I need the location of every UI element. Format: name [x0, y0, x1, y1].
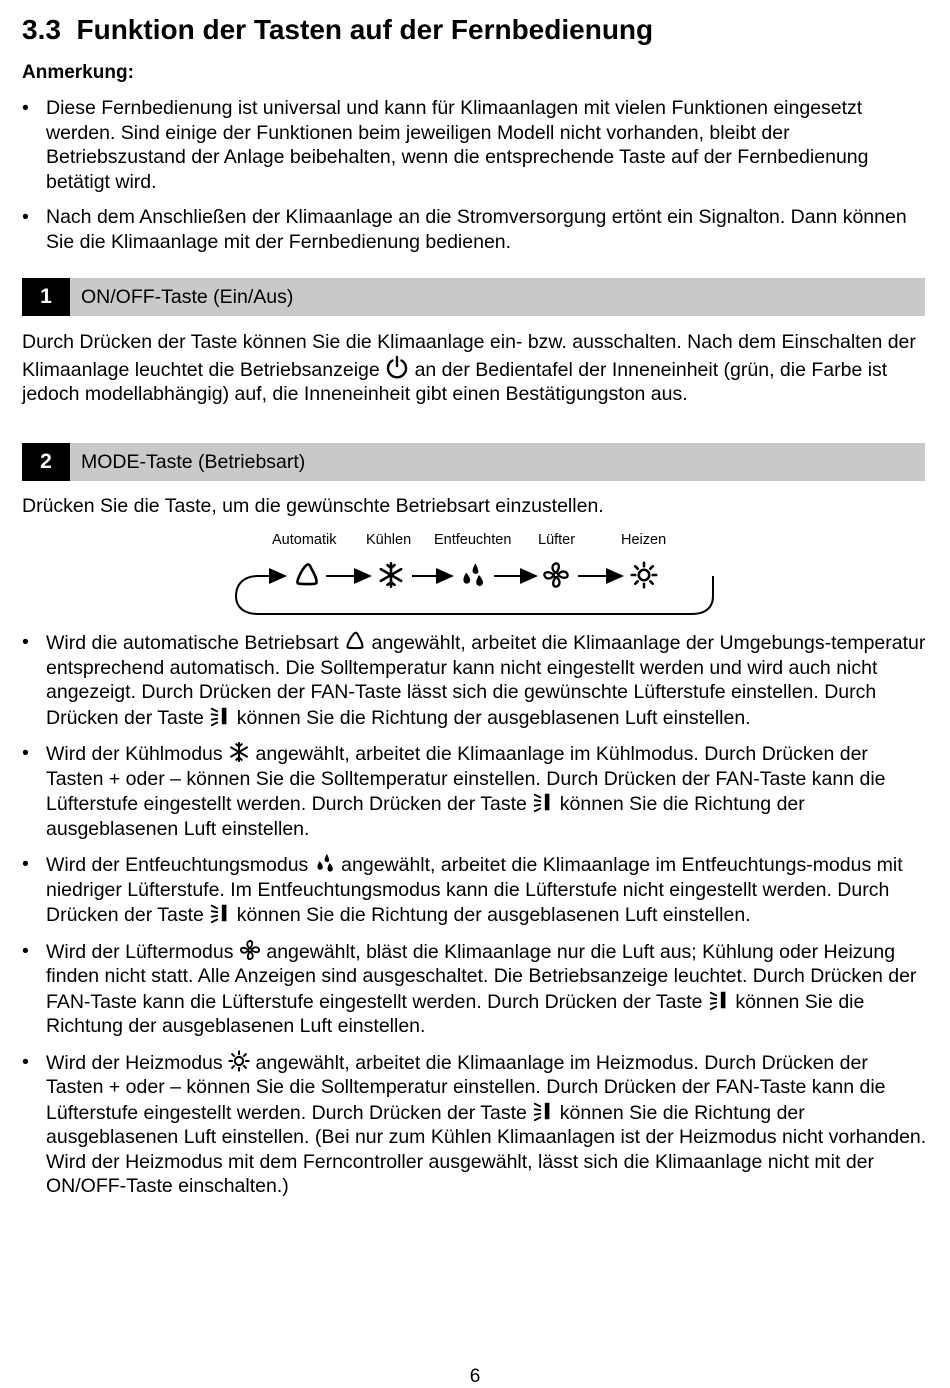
fan-icon — [239, 939, 261, 961]
mode-descriptions — [22, 630, 927, 1210]
cycle-loop-line — [236, 576, 713, 614]
air-swing-icon — [532, 791, 554, 813]
list-item: • Diese Fernbedienung ist universal und kann für Klimaanlagen mit vielen Funktionen eingesetzt werden. Sind einige der Funktionen beim jeweiligen Modell nicht vorhanden, bleibt der Betriebszustand der Anlage beibehalten, wenn die entsprechende Taste auf der Fernbedienung betätigt wird. — [22, 97, 869, 193]
snowflake-icon — [228, 741, 250, 763]
mode-label-auto: Automatik — [272, 532, 337, 548]
page-number: 6 — [469, 1366, 481, 1387]
list-item: • Wird der Lüftermodus angewählt, bläst die Klimaanlage nur die Luft aus; Kühlung oder Heizung finden nicht statt. Alle Anzeigen sind ausgeschaltet. Die Betriebsanzeige leuchtet. Durch Drücken der FAN-Taste kann die Lüfterstufe eingestellt werden. Durch Drücken der Taste können Sie die Richtung der ausgeblasenen Luft einstellen. — [22, 939, 917, 1037]
snowflake-icon — [381, 563, 401, 586]
dry-drops-icon — [314, 852, 336, 874]
auto-mode-icon — [297, 564, 316, 584]
section-1-header — [22, 278, 925, 316]
mode-cycle-diagram — [230, 556, 720, 620]
note-label: Anmerkung: — [22, 62, 134, 83]
mode-label-dry: Entfeuchten — [434, 532, 512, 548]
air-swing-icon — [532, 1100, 554, 1122]
sun-icon — [632, 563, 657, 588]
section-1-label: ON/OFF-Taste (Ein/Aus) — [81, 286, 294, 308]
section-number: 3.3 — [22, 14, 61, 45]
section-1-text: Durch Drücken der Taste können Sie die Klimaanlage ein- bzw. ausschalten. Nach dem Einschalten der Klimaanlage leuchtet die Betriebsanzeige an der Bedientafel der Inneneinheit (grün, die Farbe ist jedoch modellabhängig) auf, die Inneneinheit gibt einen Bestätigungston aus. — [22, 331, 916, 405]
mode-label-cool: Kühlen — [366, 532, 412, 548]
section-title: Funktion der Tasten auf der Fernbedienung — [76, 14, 654, 45]
air-swing-icon — [209, 902, 231, 924]
section-2-number: 2 — [22, 443, 70, 481]
list-item: • Wird der Kühlmodus angewählt, arbeitet die Klimaanlage im Kühlmodus. Durch Drücken der Tasten + oder – können Sie die Solltemperatur einstellen. Durch Drücken der FAN-Taste kann die Lüfterstufe eingestellt werden. Durch Drücken der Taste können Sie die Richtung der ausgeblasenen Luft einstellen. — [22, 742, 886, 840]
power-icon — [385, 355, 409, 379]
sun-icon — [228, 1050, 250, 1072]
air-swing-icon — [708, 989, 730, 1011]
mode-label-heat: Heizen — [621, 532, 667, 548]
list-item: • Wird der Heizmodus angewählt, arbeitet die Klimaanlage im Heizmodus. Durch Drücken der Tasten + oder – können Sie die Solltemperatur einstellen. Durch Drücken der FAN-Taste kann die Lüfterstufe eingestellt werden. Durch Drücken der Taste können Sie die Richtung der ausgeblasenen Luft einstellen. (Bei nur zum Kühlen Klimaanlagen ist der Heizmodus nicht vorhanden. Wird der Heizmodus mit dem Ferncontroller ausgewählt, lässt sich die Klimaanlage nicht mit der ON/OFF-Taste einschalten.) — [22, 1050, 927, 1197]
list-item: • Wird der Entfeuchtungsmodus angewählt, arbeitet die Klimaanlage im Entfeuchtungs-modus mit niedriger Lüfterstufe. Im Entfeuchtungsmodus kann die Lüfterstufe nicht eingestellt werden. Durch Drücken der Taste können Sie die Richtung der ausgeblasenen Luft einstellen. — [22, 853, 903, 926]
mode-label-fan: Lüfter — [538, 532, 576, 548]
air-swing-icon — [209, 705, 231, 727]
section-2-intro: Drücken Sie die Taste, um die gewünschte Betriebsart einzustellen. — [22, 495, 604, 517]
section-1-number: 1 — [22, 278, 70, 316]
dry-drops-icon — [463, 563, 483, 586]
section-2-header — [22, 443, 925, 481]
page-title — [22, 14, 653, 46]
list-item: • Wird die automatische Betriebsart angewählt, arbeitet die Klimaanlage der Umgebungs-temperatur entsprechend automatisch. Die Solltemperatur kann nicht eingestellt werden und wird auch nicht angezeigt. Durch Drücken der FAN-Taste lässt sich die gewünschte Lüfterstufe einstellen. Durch Drücken der Taste können Sie die Richtung der ausgeblasenen Luft einstellen. — [22, 631, 926, 729]
section-2-label: MODE-Taste (Betriebsart) — [81, 451, 306, 473]
list-item: • Nach dem Anschließen der Klimaanlage an die Stromversorgung ertönt ein Signalton. Dann können Sie die Klimaanlage mit der Fernbedienung bedienen. — [22, 206, 907, 253]
fan-icon — [544, 563, 567, 586]
notes-list — [22, 96, 927, 265]
auto-mode-icon — [344, 630, 366, 652]
